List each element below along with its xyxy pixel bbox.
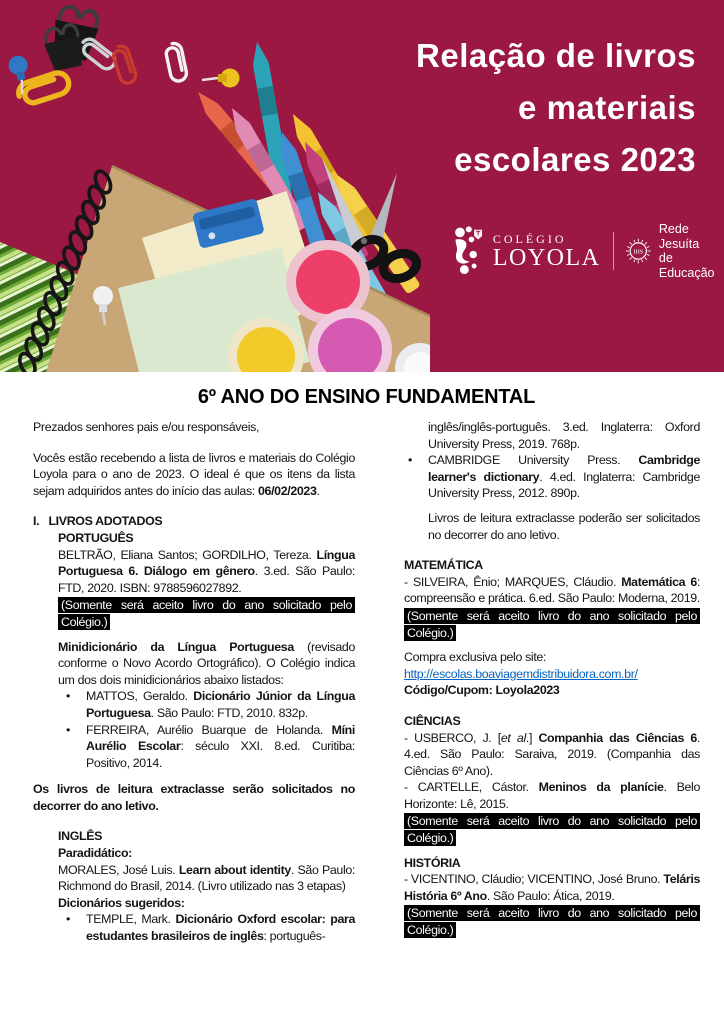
header-banner — [0, 0, 724, 372]
bullet-continuation: inglês/inglês-português. 3.ed. Inglaterra: Oxford University Press, 2019. 768p. — [428, 420, 700, 451]
book-list-item: • CAMBRIDGE University Press. Cambridge learner's dictionary. 4.ed. Inglaterra: Cambridge University Press, 2012. 890p. — [404, 452, 700, 502]
ingles-heading: INGLÊS — [58, 829, 103, 844]
banner-title — [416, 30, 696, 186]
ingles-block — [58, 828, 355, 944]
school-supplies-photo — [0, 0, 430, 372]
jesuit-seal-icon — [625, 236, 652, 266]
colegio-text: COLÉGIO — [492, 231, 567, 246]
paradidatico-label: Paradidático: — [58, 846, 132, 861]
right-column — [404, 419, 700, 947]
loyola-wordmark — [493, 233, 601, 270]
banner-title-line3: escolares 2023 — [454, 141, 696, 178]
book-entry: - VICENTINO, Cláudio; VICENTINO, José Bruno. Teláris História 6º Ano. São Paulo: Ática, 2019. — [404, 872, 700, 903]
book-list-item: • FERREIRA, Aurélio Buarque de Holanda. Míni Aurélio Escolar: século XXI. 8.ed. Curitiba: Positivo, 2014. — [58, 722, 355, 772]
svg-text:IHS: IHS — [633, 248, 644, 256]
loyola-logo — [452, 222, 724, 280]
logo-divider — [613, 232, 614, 270]
compra-label: Compra exclusiva pelo site: — [404, 650, 547, 665]
loyola-text: LOYOLA — [492, 244, 601, 271]
portugues-heading: PORTUGUÊS — [58, 530, 134, 545]
rede-jesuita-text: Rede Jesuíta de Educação — [658, 222, 715, 280]
left-column — [33, 419, 355, 947]
document-body — [0, 372, 724, 947]
book-entry: - CARTELLE, Cástor. Meninos da planície. Belo Horizonte: Lê, 2015. — [404, 780, 700, 811]
historia-heading: HISTÓRIA — [404, 855, 461, 870]
notice-highlight: (Somente será aceito livro do ano solicitado pelo Colégio.) — [58, 597, 355, 630]
two-column-layout — [33, 419, 700, 947]
push-pins-icon — [7, 54, 240, 96]
book-entry: MORALES, José Luis. Learn about identity. São Paulo: Richmond do Brasil, 2014. (Livro utilizado nas 3 etapas) — [58, 862, 355, 894]
paper-clips-icon — [16, 36, 188, 107]
banner-title-line1: Relação de livros — [416, 37, 696, 74]
notice-highlight: (Somente será aceito livro do ano solicitado pelo Colégio.) — [404, 813, 700, 846]
book-entry: - USBERCO, J. [et al.] Companhia das Ciências 6. 4.ed. São Paulo: Saraiva, 2019. (Companhia das Ciências 6º Ano). — [404, 730, 701, 778]
book-list-item: • TEMPLE, Mark. Dicionário Oxford escolar: para estudantes brasileiros de inglês: português- — [58, 911, 355, 944]
extraclasse-note: Os livros de leitura extraclasse serão solicitados no decorrer do ano letivo. — [33, 782, 355, 813]
notice-highlight: (Somente será aceito livro do ano solicitado pelo Colégio.) — [404, 905, 700, 938]
matematica-heading: MATEMÁTICA — [404, 558, 483, 573]
ciencias-heading: CIÊNCIAS — [404, 713, 461, 728]
store-link-line — [404, 666, 700, 683]
store-link[interactable]: http://escolas.boaviagemdistribuidora.com.br/ — [404, 666, 638, 681]
section-livros-adotados: I. LIVROS ADOTADOS — [33, 514, 163, 529]
cupom-line: Código/Cupom: Loyola2023 — [404, 683, 560, 698]
intro-paragraph: Vocês estão recebendo a lista de livros e materiais do Colégio Loyola para o ano de 2023. O ideal é que os itens da lista sejam adquiridos antes do início das aulas: 06/02/2023. — [33, 450, 355, 498]
greeting: Prezados senhores pais e/ou responsáveis, — [33, 420, 260, 434]
portugues-block — [58, 530, 355, 771]
extraclasse-note-right: Livros de leitura extraclasse poderão ser solicitados no decorrer do ano letivo. — [428, 510, 700, 542]
page-title: 6º ANO DO ENSINO FUNDAMENTAL — [197, 386, 536, 408]
book-list-item: • MATTOS, Geraldo. Dicionário Júnior da Língua Portuguesa. São Paulo: FTD, 2010. 832p. — [58, 688, 355, 721]
minidicionario-paragraph: Minidicionário da Língua Portuguesa (revisado conforme o Novo Acordo Ortográfico). O Colégio indica um dos dois minidicionários abaixo listados: — [58, 639, 355, 687]
book-entry: BELTRÃO, Eliana Santos; GORDILHO, Tereza. Língua Portuguesa 6. Diálogo em gênero. 3.ed. São Paulo: FTD, 2020. ISBN: 9788596027892. — [58, 547, 355, 595]
banner-title-line2: e materiais — [518, 89, 696, 126]
book-entry: - SILVEIRA, Ênio; MARQUES, Cláudio. Matemática 6: compreensão e prática. 6.ed. São Paulo: Moderna, 2019. — [404, 574, 700, 606]
dicionarios-label: Dicionários sugeridos: — [58, 895, 185, 910]
notice-highlight: (Somente será aceito livro do ano solicitado pelo Colégio.) — [404, 608, 700, 641]
loyola-crest-icon — [452, 222, 484, 280]
